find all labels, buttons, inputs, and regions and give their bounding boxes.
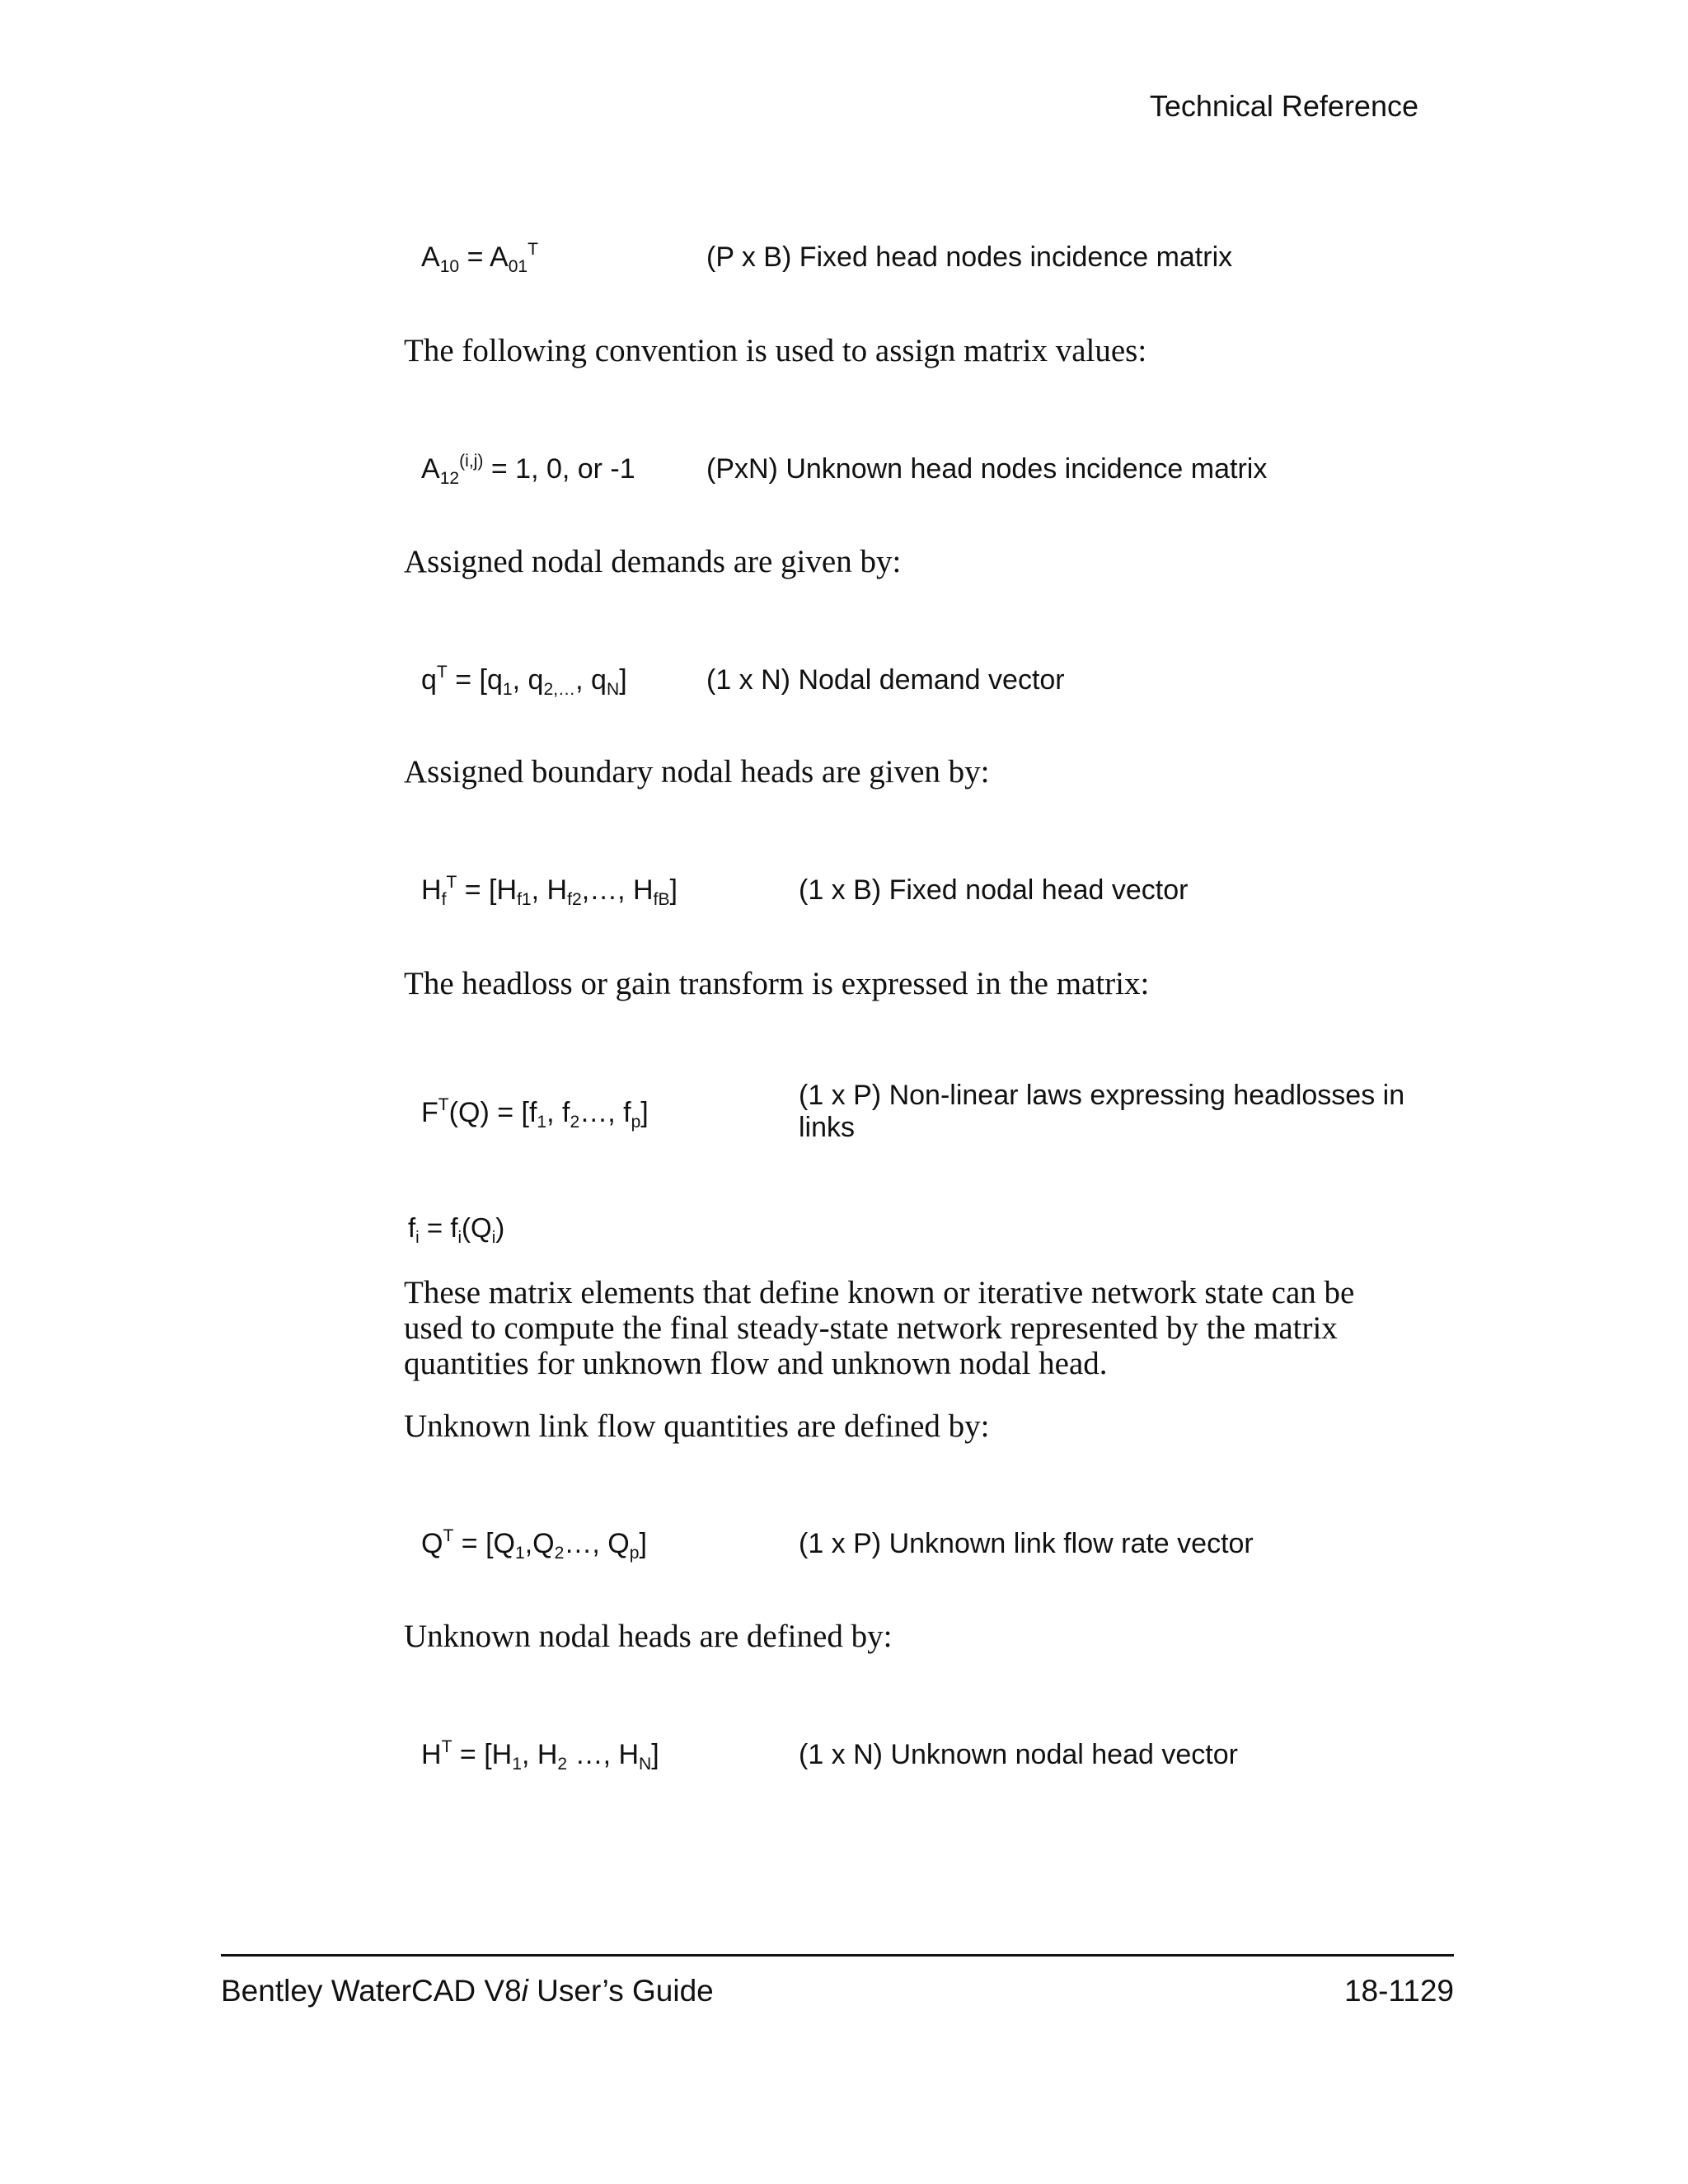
footer-rule [221, 1954, 1454, 1957]
equation-fi: $f_i = f_i(Q_i)$ [408, 1212, 505, 1248]
page-number: 18-1129 [1343, 1974, 1454, 2008]
paragraph-convention: The following convention is used to assign matrix values: [404, 333, 1147, 368]
equation-headloss-laws: $F^T(Q) = [f_1$, $f_2\dots$, $f_p$] [421, 1095, 649, 1132]
equation-nodal-head-vector-description: (1 x N) Unknown nodal head vector [799, 1739, 1238, 1770]
equation-demand-vector: $q^T = [q_1$, $q_{2,\dots}$, $q_N$] [421, 663, 627, 700]
paragraph-headloss-transform: The headloss or gain transform is expressed in the matrix: [404, 966, 1150, 1001]
equation-fixed-head-vector: $H_f^T = [H_{f1}$, $H_{f2},\dots$, $H_{fB}$] [421, 873, 678, 910]
equation-a12: $A_{12}^{(i,j)} = 1$, 0, or -1 [421, 452, 635, 489]
equation-link-flow-vector: $Q^T$ = [$Q_1,Q_2\dots$, $Q_p$] [421, 1526, 647, 1563]
paragraph-link-flow: Unknown link flow quantities are defined by: [404, 1408, 990, 1444]
paragraph-nodal-heads: Unknown nodal heads are defined by: [404, 1619, 893, 1654]
equation-a10-description: (P x B) Fixed head nodes incidence matrix [706, 241, 1233, 273]
equation-a10: $A_{10} = A_{01}^T$ [421, 240, 539, 277]
equation-headloss-laws-description-line1: (1 x P) Non-linear laws expressing headlosses in [799, 1080, 1405, 1111]
equation-nodal-head-vector: $H^T = [H_1$, $H_2$ …, $H_N$] [421, 1737, 659, 1774]
equation-link-flow-vector-description: (1 x P) Unknown link flow rate vector [799, 1528, 1254, 1559]
paragraph-nodal-demands: Assigned nodal demands are given by: [404, 544, 902, 579]
paragraph-matrix-elements: These matrix elements that define known or iterative network state can be used to compute the final steady-state network represented by the matrix quantities for unknown flow and unknown nodal head. [404, 1275, 1355, 1381]
paragraph-boundary-heads: Assigned boundary nodal heads are given by: [404, 754, 990, 790]
equation-headloss-laws-description-line2: links [799, 1112, 856, 1143]
running-header: Technical Reference [1149, 89, 1418, 123]
equation-fixed-head-vector-description: (1 x B) Fixed nodal head vector [799, 874, 1189, 906]
footer-title: Bentley WaterCAD V8i User’s Guide [221, 1974, 714, 2008]
equation-a12-description: (PxN) Unknown head nodes incidence matrix [706, 453, 1268, 485]
equation-demand-vector-description: (1 x N) Nodal demand vector [706, 664, 1065, 696]
